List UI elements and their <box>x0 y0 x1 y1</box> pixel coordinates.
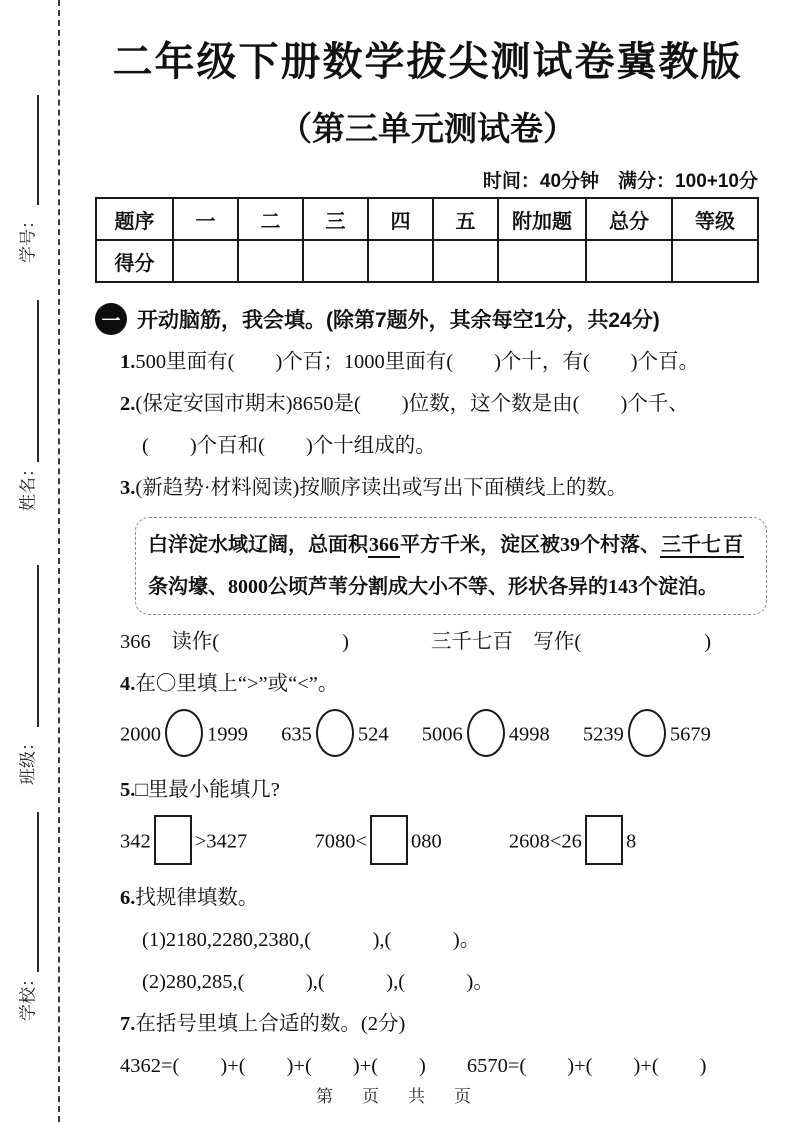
question-1-text: 500里面有( )个百；1000里面有( )个十，有( )个百。 <box>135 351 700 373</box>
question-2 <box>120 383 760 425</box>
question-7-equations: 4362=( )+( )+( )+( ) 6570=( )+( )+( ) <box>120 1055 707 1077</box>
class-write-line <box>37 565 39 727</box>
compare-circle-blank[interactable] <box>165 709 203 757</box>
square-left: 342 <box>120 830 151 853</box>
score-table <box>95 197 759 283</box>
material-seg1: 白洋淀水域辽阔，总面积 <box>148 534 368 556</box>
compare-left: 5239 <box>582 723 624 746</box>
material-underlined-366: 366 <box>369 534 399 556</box>
score-table-col-grade: 等级 <box>672 198 758 240</box>
seal-dashed-line <box>58 0 60 1122</box>
square-right: 080 <box>411 830 442 853</box>
compare-left: 635 <box>281 723 312 746</box>
student-id-write-line <box>37 95 39 205</box>
score-table-col-2: 二 <box>238 198 303 240</box>
section-one-title: 开动脑筋，我会填。(除第7题外，其余每空1分，共24分) <box>137 309 660 332</box>
question-2-number: 2. <box>120 393 136 415</box>
question-3-number: 3. <box>120 477 136 499</box>
question-1-number: 1. <box>120 351 136 373</box>
question-6-number: 6. <box>120 887 136 909</box>
question-4-answer-row <box>120 709 760 763</box>
compare-right: 4998 <box>508 723 550 746</box>
question-7 <box>120 1003 760 1045</box>
compare-left: 2000 <box>120 723 161 746</box>
sidebar-label-school: 学校： <box>18 970 38 1021</box>
compare-item <box>422 709 550 763</box>
section-one-badge: 一 <box>95 303 127 335</box>
question-5-text: □里最小能填几? <box>135 779 280 801</box>
square-blank[interactable] <box>585 815 623 865</box>
name-write-line <box>37 300 39 462</box>
compare-circle-blank[interactable] <box>316 709 354 757</box>
score-cell[interactable] <box>303 240 368 282</box>
question-7-text: 在括号里填上合适的数。(2分) <box>135 1013 406 1035</box>
material-seg3: 平方千米，淀区被39个村落、 <box>400 534 660 556</box>
score-table-col-5: 五 <box>433 198 498 240</box>
score-cell[interactable] <box>586 240 672 282</box>
score-cell[interactable] <box>173 240 238 282</box>
score-cell[interactable] <box>238 240 303 282</box>
page-content <box>95 0 760 1087</box>
question-5 <box>120 769 760 811</box>
material-underlined-sanqianqi: 三千七 <box>661 534 721 556</box>
score-table-score-row <box>96 240 758 282</box>
score-table-corner: 题序 <box>96 198 173 240</box>
compare-left: 5006 <box>421 723 463 746</box>
sidebar-label-name: 姓名： <box>18 460 38 511</box>
question-2-text-line1: (保定安国市期末)8650是( )位数，这个数是由( )个千、 <box>135 393 689 415</box>
question-4-text: 在〇里填上“>”或“<”。 <box>135 673 339 695</box>
square-item <box>314 815 441 871</box>
reading-material-box <box>135 517 767 615</box>
compare-item <box>583 709 711 763</box>
square-blank[interactable] <box>154 815 192 865</box>
question-3 <box>120 467 760 509</box>
square-left: 2608<26 <box>508 830 582 853</box>
score-cell[interactable] <box>368 240 433 282</box>
question-6 <box>120 877 760 919</box>
compare-item <box>120 709 248 763</box>
compare-item <box>281 709 389 763</box>
score-table-col-3: 三 <box>303 198 368 240</box>
square-blank[interactable] <box>370 815 408 865</box>
compare-circle-blank[interactable] <box>628 709 666 757</box>
question-4 <box>120 663 760 705</box>
material-seg6: 条沟壕、8000公顷芦苇分割成大小不等、形状各异的143个淀泊。 <box>148 576 718 598</box>
compare-right: 5679 <box>669 723 711 746</box>
school-write-line <box>37 812 39 972</box>
question-3-text: (新趋势·材料阅读)按顺序读出或写出下面横线上的数。 <box>135 477 628 499</box>
question-5-number: 5. <box>120 779 136 801</box>
question-6-line2: (2)280,285,( ),( ),( )。 <box>142 971 494 993</box>
square-right: 8 <box>625 830 637 853</box>
score-table-col-total: 总分 <box>586 198 672 240</box>
question-5-answer-row <box>120 815 760 871</box>
section-one-header <box>95 303 760 335</box>
question-6-text: 找规律填数。 <box>135 887 259 909</box>
score-table-col-1: 一 <box>173 198 238 240</box>
sidebar-label-class: 班级： <box>18 734 38 785</box>
exam-meta: 时间：40分钟 满分：100+10分 <box>482 171 758 192</box>
score-table-header-row <box>96 198 758 240</box>
question-3-read-write-line: 366 读作( ) 三千七百 写作( ) <box>120 631 712 653</box>
score-table-col-4: 四 <box>368 198 433 240</box>
page-footer: 第 页 共 页 <box>316 1087 477 1106</box>
square-right: >3427 <box>194 830 248 853</box>
score-cell[interactable] <box>498 240 586 282</box>
score-cell[interactable] <box>433 240 498 282</box>
score-row-label: 得分 <box>96 240 173 282</box>
question-4-number: 4. <box>120 673 136 695</box>
score-cell[interactable] <box>672 240 758 282</box>
square-item <box>120 815 247 871</box>
question-1 <box>120 341 760 383</box>
compare-circle-blank[interactable] <box>467 709 505 757</box>
question-7-number: 7. <box>120 1013 136 1035</box>
score-table-col-bonus: 附加题 <box>498 198 586 240</box>
square-left: 7080< <box>314 830 367 853</box>
page-title: 二年级下册数学拔尖测试卷冀教版 <box>112 40 743 84</box>
square-item <box>509 815 636 871</box>
compare-right: 1999 <box>207 723 248 746</box>
question-6-line1: (1)2180,2280,2380,( ),( )。 <box>142 929 481 951</box>
compare-right: 524 <box>357 723 389 746</box>
page-subtitle: （第三单元测试卷） <box>279 110 576 147</box>
question-2-line2: ( )个百和( )个十组成的。 <box>142 435 436 457</box>
material-underlined-bai: 百 <box>723 534 743 556</box>
question-list <box>120 341 760 1087</box>
sidebar-label-student-id: 学号： <box>18 212 38 263</box>
